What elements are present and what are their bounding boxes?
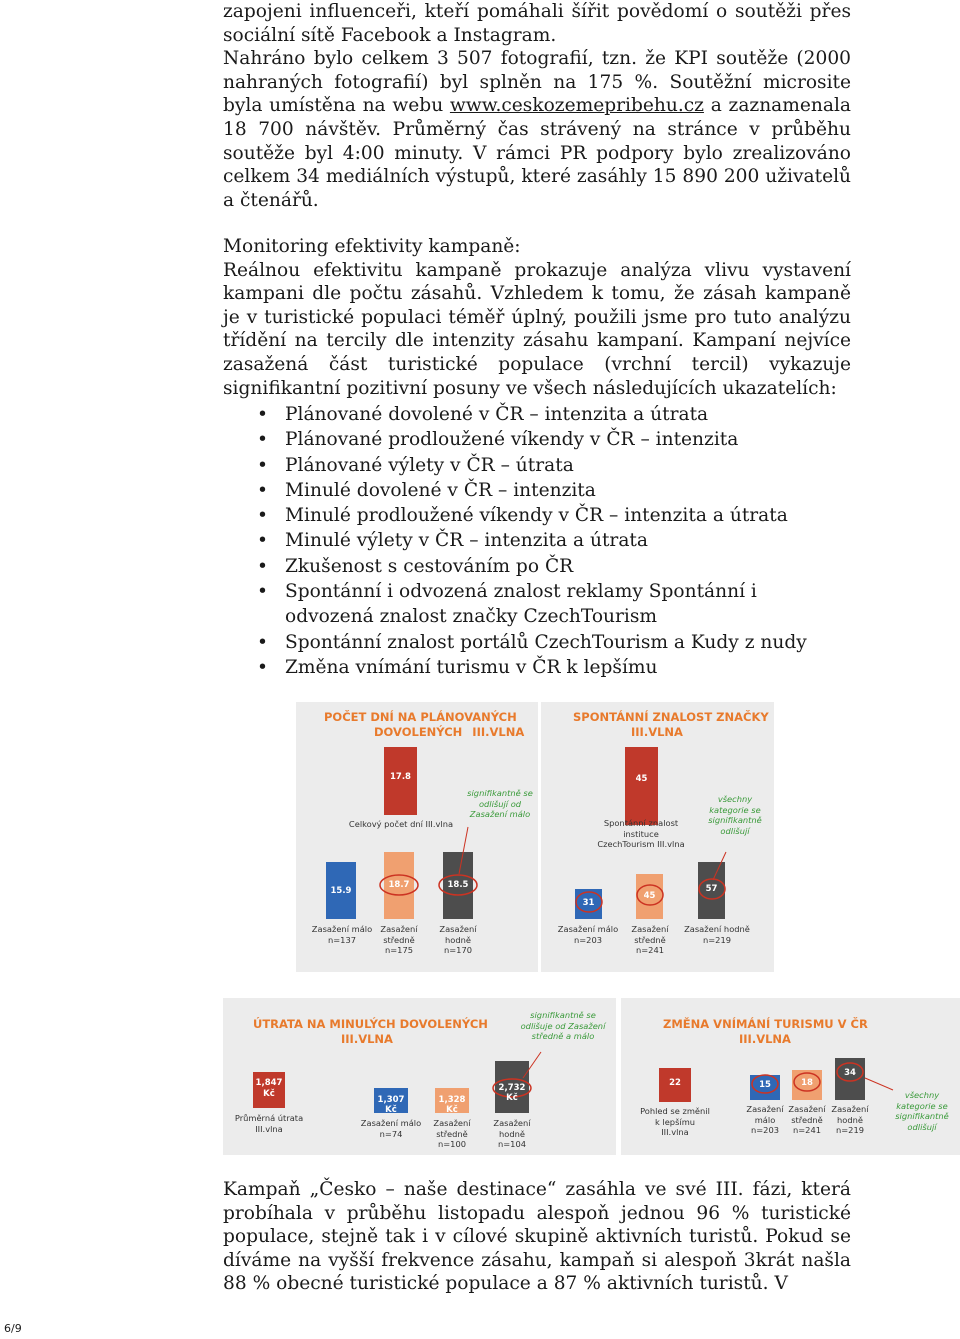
- chart-title-line-1: POČET DNÍ NA PLÁNOVANÝCH: [324, 710, 517, 724]
- paragraph-reach: [223, 1178, 851, 1296]
- value-high: 18.5: [447, 880, 469, 890]
- reach-text: Kampaň „Česko – naše destinace“ zasáhla ve své III. fázi, která probíhala v průběhu listopadu alespoň jednou 96 % turistické populace, stejně tak i v cílové skupině aktivních turistů. Pokud se díváme na vyšší frekvence zásahu, kampaň si alespoň 3krát našla 88 % obecné turistické populace a 87 % aktivních turistů. V: [223, 1179, 851, 1295]
- x-label-mid: [422, 1118, 482, 1150]
- value-total: [253, 1078, 285, 1100]
- x-label-line: Zasažení: [788, 1104, 826, 1114]
- value-total: 45: [635, 774, 648, 784]
- chart-past-holiday-spending: [223, 998, 616, 1155]
- value-low: 1,307 Kč: [377, 1095, 405, 1115]
- x-label-high: [427, 924, 489, 956]
- note-line: odlišují od: [478, 798, 522, 809]
- value-line: 1,847: [255, 1078, 283, 1088]
- note-line: odlišují: [720, 825, 750, 836]
- baseline-line: Pohled se změnil: [640, 1106, 710, 1116]
- chart-tourism-perception-change: [621, 998, 960, 1155]
- chart-subtitle: III.VLNA: [631, 725, 683, 739]
- list-item-text: Minulé prodloužené víkendy v ČR – intenzita a útrata: [285, 505, 788, 527]
- paragraph-intro: [223, 0, 851, 212]
- list-item-text: Plánované prodloužené víkendy v ČR – intenzita: [285, 429, 739, 451]
- note-line: kategorie se: [709, 804, 761, 815]
- baseline-label: [635, 1106, 715, 1138]
- note-line: odlišuje od Zasažení: [520, 1020, 606, 1031]
- x-label-high: [677, 924, 757, 945]
- chart-subtitle: III.VLNA: [472, 725, 525, 739]
- chart-planned-holiday-days: [296, 702, 538, 972]
- bar-total: [625, 747, 658, 825]
- note-line: kategorie se: [896, 1100, 948, 1111]
- x-label-line: n=104: [497, 1139, 527, 1149]
- note-line: Zasažení málo: [469, 809, 531, 819]
- list-item-text: Spontánní znalost portálů CzechTourism a Kudy z nudy: [285, 631, 807, 653]
- baseline-label: [583, 818, 699, 850]
- bullet-icon: •: [257, 631, 268, 653]
- x-label-line: n=100: [437, 1139, 467, 1149]
- kpi-text-end: a zaznamenala 18 700 návštěv. Průměrný čas strávený na stránce v průběhu soutěže byl 4:00 minuty. V rámci PR podpory bylo zrealizováno celkem 34 mediálních výstupů, které zasáhly 15 890 200 uživatelů a čtenářů.: [223, 95, 851, 211]
- bullet-icon: •: [257, 555, 268, 577]
- x-label-line: Zasažení: [493, 1118, 531, 1128]
- bullet-icon: •: [257, 505, 268, 527]
- value-mid: 1,328 Kč: [438, 1095, 466, 1115]
- x-label-line: Zasažení: [380, 924, 418, 934]
- list-item-text: Změna vnímání turismu v ČR k lepšímu: [285, 656, 658, 678]
- x-label-line: n=241: [792, 1125, 822, 1135]
- bar-high: [835, 1058, 865, 1100]
- x-label-line: n=74: [379, 1128, 403, 1139]
- x-label-high: [825, 1104, 875, 1136]
- baseline-line: k lepšímu: [654, 1116, 696, 1127]
- value-high: 57: [705, 884, 718, 894]
- chart-subtitle: III.VLNA: [739, 1032, 791, 1046]
- list-item: [223, 453, 851, 478]
- paragraph-influencers: zapojeni influenceři, kteří pomáhali šířit povědomí o soutěži přes sociální sítě Facebook a Instagram.: [223, 1, 851, 46]
- x-label-line: hodně: [445, 934, 471, 945]
- baseline-line: Spontánní znalost: [603, 818, 679, 828]
- value-high: 2,732 Kč: [498, 1083, 526, 1103]
- baseline-label: Celkový počet dní III.vlna: [348, 819, 454, 829]
- list-item: [223, 427, 851, 452]
- x-label-low: [357, 1118, 425, 1139]
- list-item-text: Zkušenost s cestováním po ČR: [285, 555, 574, 577]
- chart-title-line-1: ZMĚNA VNÍMÁNÍ TURISMU V ČR: [663, 1017, 868, 1031]
- paragraph-kpi: [223, 47, 851, 212]
- x-label-line: středně: [383, 934, 415, 945]
- x-label-line: n=241: [635, 945, 665, 955]
- x-label-line: Zasažení hodně: [684, 924, 750, 934]
- bullet-icon: •: [257, 656, 268, 678]
- x-label-line: hodně: [837, 1114, 863, 1125]
- list-item-text: Plánované výlety v ČR – útrata: [285, 454, 574, 476]
- value-low: 15.9: [330, 886, 352, 896]
- significance-note: [699, 794, 771, 836]
- chart-subtitle: III.VLNA: [341, 1032, 393, 1046]
- paragraph-monitoring: [223, 235, 851, 400]
- x-label-low: [549, 924, 627, 945]
- monitoring-text: Reálnou efektivitu kampaně prokazuje analýza vlivu vystavení kampani dle počtu zásahů. Vzhledem k tomu, že zásah kampaně je v turistické populaci téměř úplný, použili jsme pro tuto analýzu třídění na tercily dle intenzity zásahu kampaní. Kampaní nejvíce zasažená část turistické populace (vrchní tercil) vykazuje signifikantní pozitivní posuny ve všech následujících ukazatelích:: [223, 259, 851, 399]
- x-label-line: n=203: [573, 934, 603, 945]
- bullet-icon: •: [257, 454, 268, 476]
- x-label-line: Zasažení: [746, 1104, 784, 1114]
- list-item: [223, 554, 851, 579]
- x-label-line: Zasažení málo: [360, 1118, 422, 1128]
- baseline-line: instituce: [623, 828, 659, 839]
- value-total: 17.8: [390, 772, 411, 782]
- bullet-icon: •: [257, 581, 268, 603]
- list-item: [223, 528, 851, 553]
- note-line: středně a málo: [531, 1031, 595, 1041]
- list-item: [223, 402, 851, 427]
- value-mid: 18.7: [388, 880, 410, 890]
- bullet-icon: •: [257, 479, 268, 501]
- value-low: 15: [759, 1080, 771, 1090]
- x-label-line: n=219: [702, 934, 732, 945]
- x-label-line: středně: [634, 934, 666, 945]
- value-mid: 45: [643, 891, 656, 901]
- page-number: 6/9: [4, 1322, 22, 1335]
- list-item-text: Minulé výlety v ČR – intenzita a útrata: [285, 530, 648, 552]
- x-label-line: n=219: [835, 1125, 865, 1135]
- x-label-high: [482, 1118, 542, 1150]
- note-line: signifikantně: [895, 1111, 949, 1121]
- list-item: [223, 655, 851, 680]
- value-high: 34: [844, 1068, 856, 1078]
- indicator-list: [223, 402, 851, 680]
- x-label-line: Zasažení: [433, 1118, 471, 1128]
- chart-title-line-2-text: DOVOLENÝCH: [374, 725, 463, 739]
- list-item: [223, 630, 851, 655]
- list-item: [223, 579, 851, 630]
- x-label-line: n=203: [750, 1125, 780, 1135]
- value-mid: 18: [801, 1078, 813, 1088]
- bullet-icon: •: [257, 404, 268, 425]
- x-label-line: hodně: [499, 1128, 525, 1139]
- note-line: všechny: [904, 1090, 940, 1100]
- note-line: všechny: [717, 794, 753, 804]
- value-line: Kč: [263, 1089, 275, 1099]
- note-arrow: [865, 1078, 893, 1090]
- list-item-text: Spontánní i odvozená znalost reklamy Spontánní i odvozená znalost značky CzechTourism: [285, 581, 757, 628]
- x-label-line: středně: [791, 1114, 823, 1125]
- baseline-line: III.vlna: [255, 1123, 283, 1134]
- monitoring-heading: Monitoring efektivity kampaně:: [223, 236, 521, 257]
- note-line: signifikantně se: [467, 788, 533, 798]
- chart-spontaneous-brand-awareness: [541, 702, 774, 972]
- list-item: [223, 478, 851, 503]
- baseline-line: CzechTourism III.vlna: [597, 839, 685, 849]
- x-label-line: n=170: [443, 945, 473, 955]
- kpi-text: Nahráno bylo celkem 3 507 fotografií, tzn. že KPI soutěže (2000 nahraných fotografií) byl splněn na 175 %. Soutěžní microsite byla umístěna na webu: [223, 48, 851, 117]
- x-label-line: Zasažení: [439, 924, 477, 934]
- x-label-line: Zasažení málo: [311, 924, 373, 934]
- x-label-line: Zasažení: [631, 924, 669, 934]
- x-label-line: n=175: [384, 945, 414, 955]
- note-line: signifikantně se: [530, 1010, 596, 1020]
- chart-title-line-1: SPONTÁNNÍ ZNALOST ZNAČKY: [573, 710, 769, 724]
- bullet-icon: •: [257, 429, 268, 451]
- value-total: 22: [669, 1078, 681, 1088]
- x-label-mid: [368, 924, 430, 956]
- x-label-line: středně: [436, 1128, 468, 1139]
- note-line: odlišují: [907, 1121, 937, 1132]
- list-item-text: Plánované dovolené v ČR – intenzita a útrata: [285, 404, 709, 425]
- significance-note: [511, 1010, 615, 1042]
- significance-note: [885, 1090, 959, 1132]
- baseline-label: [231, 1113, 307, 1134]
- x-label-line: Zasažení málo: [557, 924, 619, 934]
- list-item: [223, 503, 851, 528]
- x-label-line: málo: [754, 1114, 776, 1125]
- value-low: 31: [582, 898, 595, 908]
- x-label-line: n=137: [327, 934, 357, 945]
- microsite-link[interactable]: www.ceskozemepribehu.cz: [449, 95, 704, 117]
- note-line: signifikantně: [708, 815, 762, 825]
- baseline-line: III.vlna: [661, 1127, 689, 1137]
- x-label-line: Zasažení: [831, 1104, 869, 1114]
- x-label-mid: [621, 924, 679, 956]
- significance-note: [462, 788, 538, 820]
- bullet-icon: •: [257, 530, 268, 552]
- baseline-line: Průměrná útrata: [234, 1113, 304, 1123]
- list-item-text: Minulé dovolené v ČR – intenzita: [285, 479, 596, 501]
- chart-title-line-1: ÚTRATA NA MINULÝCH DOVOLENÝCH: [253, 1017, 488, 1031]
